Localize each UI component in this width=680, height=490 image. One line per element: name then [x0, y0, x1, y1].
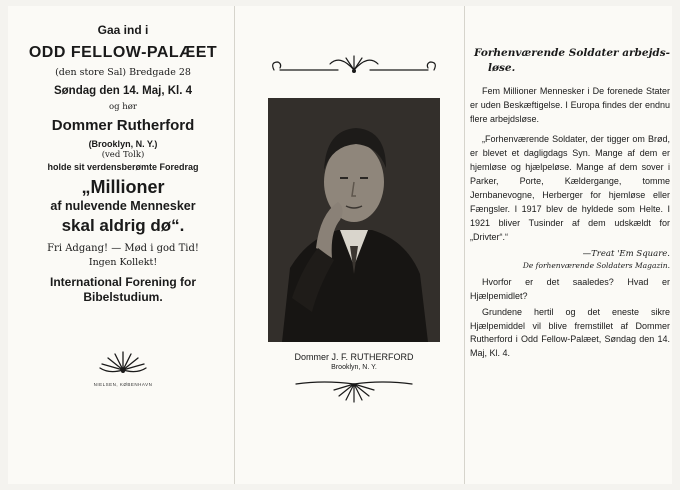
- scroll-ornament-top-icon: [268, 52, 440, 78]
- fold-line-right: [464, 6, 465, 484]
- interpreter-note: (ved Tolk): [101, 149, 145, 160]
- rutherford-portrait: [268, 98, 440, 342]
- organizer-line1: International Forening for: [50, 274, 196, 289]
- speaker-name: Dommer Rutherford: [51, 117, 195, 135]
- free-admission: Fri Adgang! — Mød i god Tid!: [47, 243, 199, 255]
- program-sheet: [8, 6, 672, 484]
- hall-address: (den store Sal) Bredgade 28: [55, 67, 191, 79]
- article-paragraph-4: Grundene hertil og det eneste sikre Hjælpemiddel vil blive fremstillet af Dommer Rutherford i Odd Fellow-Palæet, Søndag den 14. Maj, Kl. 4.: [470, 306, 670, 359]
- printer-imprint: NIELSEN, KØBENHAVN: [93, 382, 153, 388]
- fan-ornament-icon: [97, 348, 149, 376]
- quote-source: De forhenværende Soldaters Magazin.: [522, 260, 670, 270]
- fold-line-left: [234, 6, 235, 484]
- announcement-column: [18, 6, 228, 388]
- lecture-intro: holde sit verdensberømte Foredrag: [47, 162, 199, 173]
- and-hear-text: og hør: [109, 102, 137, 113]
- article-paragraph-1: Fem Millioner Mennesker i De forenede Stater er uden Beskæftigelse. I Europa findes der endnu flere arbejdsløse.: [470, 86, 670, 125]
- portrait-caption-place: Brooklyn, N. Y.: [331, 364, 377, 371]
- intro-text: Gaa ind i: [97, 23, 149, 37]
- article-column: [470, 6, 670, 361]
- article-paragraph-2: „Forhenværende Soldater, der tigger om Brød, er blevet et dagligdags Syn. Mange af dem er hjemløse og hjælpeløse. Mange af dem sover i Parker, Porte, Kældergange, tomme Jernbanevogne, Herberger for hjemløse eller Fængsler. I 1917 blev de hyldede som Helte. I 1921 bliver Tusinder af dem udskældt for „Drivter“.“: [470, 134, 670, 242]
- speaker-origin: (Brooklyn, N. Y.): [88, 139, 158, 150]
- article-title: [470, 46, 670, 75]
- portrait-column: [244, 6, 464, 484]
- article-title-line1: Forhenværende Soldater arbejds-: [474, 47, 670, 59]
- venue-name: ODD FELLOW-PALÆET: [28, 43, 218, 61]
- organizer-line2: Bibelstudium.: [83, 289, 163, 304]
- portrait-caption-name: Dommer J. F. RUTHERFORD: [294, 352, 414, 362]
- quote-attribution: —Treat 'Em Square.: [582, 248, 670, 259]
- article-title-line2: løse.: [488, 61, 516, 74]
- lecture-title-line3: skal aldrig dø“.: [61, 215, 185, 235]
- lecture-title-line2: af nulevende Mennesker: [50, 199, 196, 214]
- no-collection: Ingen Kollekt!: [88, 256, 158, 268]
- lecture-title-line1: „Millioner: [81, 176, 165, 197]
- fan-ornament-bottom-icon: [294, 378, 414, 406]
- article-paragraph-3: Hvorfor er det saaledes? Hvad er Hjælpemidlet?: [470, 276, 670, 301]
- event-date: Søndag den 14. Maj, Kl. 4: [53, 85, 193, 98]
